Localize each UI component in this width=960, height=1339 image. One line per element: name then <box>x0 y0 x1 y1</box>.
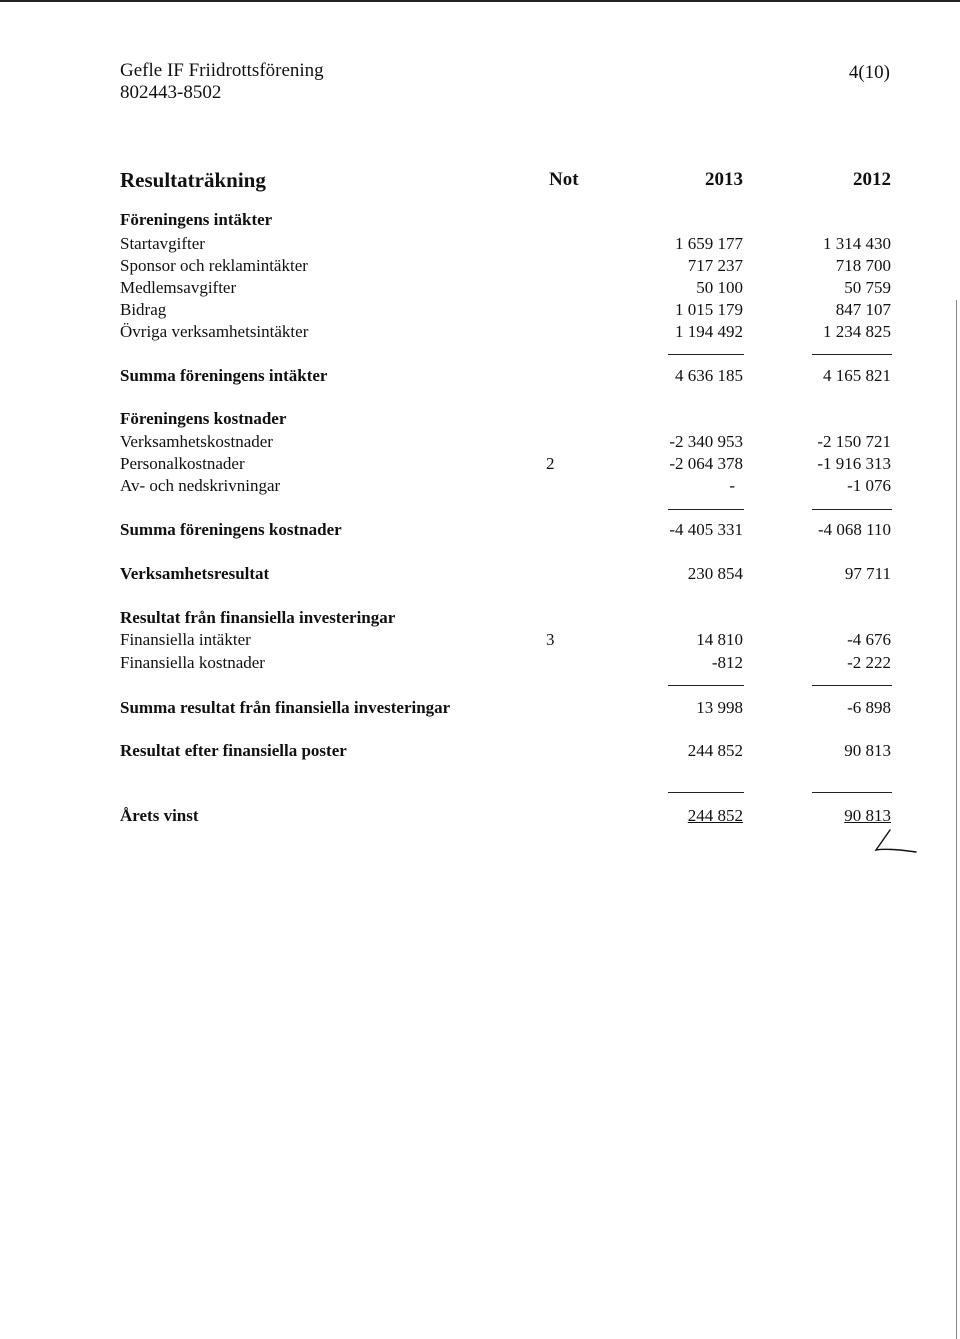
value-2013: 14 810 <box>696 630 743 649</box>
subtotal-line-2013 <box>668 509 744 510</box>
value-2013: 1 659 177 <box>675 234 743 253</box>
row-label: Startavgifter <box>120 234 205 253</box>
value-2012: 847 107 <box>835 300 891 319</box>
section-heading: Föreningens intäkter <box>120 210 273 229</box>
column-header-note: Not <box>549 169 579 190</box>
value-2013: 50 100 <box>696 278 743 297</box>
result-after-financial-row <box>0 739 960 763</box>
subtotal-line-2012 <box>812 509 892 510</box>
subtotal-line-2013 <box>668 354 744 355</box>
row-label: Finansiella intäkter <box>120 630 251 649</box>
value-2012: 1 234 825 <box>823 322 891 341</box>
top-border-line <box>0 0 960 2</box>
total-2012: -6 898 <box>847 698 891 717</box>
table-row <box>0 628 960 652</box>
total-2012: 4 165 821 <box>823 366 891 385</box>
section-heading: Resultat från finansiella investeringar <box>120 608 396 627</box>
total-label: Resultat efter finansiella poster <box>120 741 347 760</box>
total-2012: -4 068 110 <box>817 520 891 539</box>
row-label: Av- och nedskrivningar <box>120 476 281 495</box>
subtotal-line-2012 <box>812 354 892 355</box>
value-2013: -812 <box>711 653 743 672</box>
table-row <box>0 430 960 454</box>
subtotal-line-2012 <box>812 685 892 686</box>
subtotal-line-2013 <box>668 685 744 686</box>
value-2013: -2 340 953 <box>669 432 743 451</box>
value-2013: 1 015 179 <box>675 300 743 319</box>
column-header-2012: 2012 <box>853 169 891 190</box>
row-label: Bidrag <box>120 300 167 319</box>
profit-line-2012 <box>812 792 892 793</box>
total-label: Summa resultat från finansiella investeringar <box>120 698 451 717</box>
row-label: Personalkostnader <box>120 454 245 473</box>
total-2013: 244 852 <box>687 806 743 825</box>
total-2013: 230 854 <box>687 564 743 583</box>
value-2013: -2 064 378 <box>669 454 743 473</box>
total-label: Summa föreningens kostnader <box>120 520 342 539</box>
costs-total-row <box>0 518 960 542</box>
value-2012: 718 700 <box>835 256 891 275</box>
org-name: Gefle IF Friidrottsförening <box>120 60 324 81</box>
org-number: 802443-8502 <box>120 82 222 103</box>
table-row <box>0 452 960 476</box>
year-profit-row <box>0 804 960 828</box>
costs-heading-row <box>0 407 960 431</box>
section-heading: Föreningens kostnader <box>120 409 287 428</box>
row-label: Medlemsavgifter <box>120 278 237 297</box>
table-row <box>0 298 960 322</box>
page-number: 4(10) <box>848 62 890 83</box>
row-label: Verksamhetskostnader <box>120 432 273 451</box>
income-total-row <box>0 364 960 388</box>
financial-heading-row <box>0 606 960 630</box>
row-label: Övriga verksamhetsintäkter <box>120 322 309 341</box>
note-ref: 2 <box>546 454 555 473</box>
total-2013: 4 636 185 <box>675 366 743 385</box>
table-row <box>0 276 960 300</box>
total-2013: -4 405 331 <box>669 520 743 539</box>
statement-title: Resultaträkning <box>120 168 266 192</box>
table-row <box>0 474 960 498</box>
row-label: Sponsor och reklamintäkter <box>120 256 308 275</box>
value-2012: -2 150 721 <box>817 432 891 451</box>
value-2012: -1 076 <box>847 476 891 495</box>
value-2013: 717 237 <box>687 256 743 275</box>
note-ref: 3 <box>546 630 555 649</box>
income-heading-row <box>0 208 960 232</box>
column-header-2013: 2013 <box>705 169 743 190</box>
table-row <box>0 232 960 256</box>
total-label: Årets vinst <box>120 806 199 825</box>
value-2012: 50 759 <box>844 278 891 297</box>
total-2013: 13 998 <box>696 698 743 717</box>
total-2013: 244 852 <box>687 741 743 760</box>
value-2012: 1 314 430 <box>823 234 891 253</box>
statement-header-row <box>0 166 960 194</box>
total-2012: 97 711 <box>844 564 891 583</box>
value-2012: -2 222 <box>847 653 891 672</box>
total-label: Summa föreningens intäkter <box>120 366 328 385</box>
table-row <box>0 254 960 278</box>
value-2012: -4 676 <box>847 630 891 649</box>
operating-result-row <box>0 562 960 586</box>
row-label: Finansiella kostnader <box>120 653 265 672</box>
value-2013: 1 194 492 <box>675 322 743 341</box>
value-2013: - <box>729 476 735 495</box>
value-2012: -1 916 313 <box>817 454 891 473</box>
profit-line-2013 <box>668 792 744 793</box>
handwritten-mark <box>868 826 920 856</box>
table-row <box>0 320 960 344</box>
financial-total-row <box>0 696 960 720</box>
total-label: Verksamhetsresultat <box>120 564 270 583</box>
total-2012: 90 813 <box>844 806 891 825</box>
table-row <box>0 651 960 675</box>
total-2012: 90 813 <box>844 741 891 760</box>
